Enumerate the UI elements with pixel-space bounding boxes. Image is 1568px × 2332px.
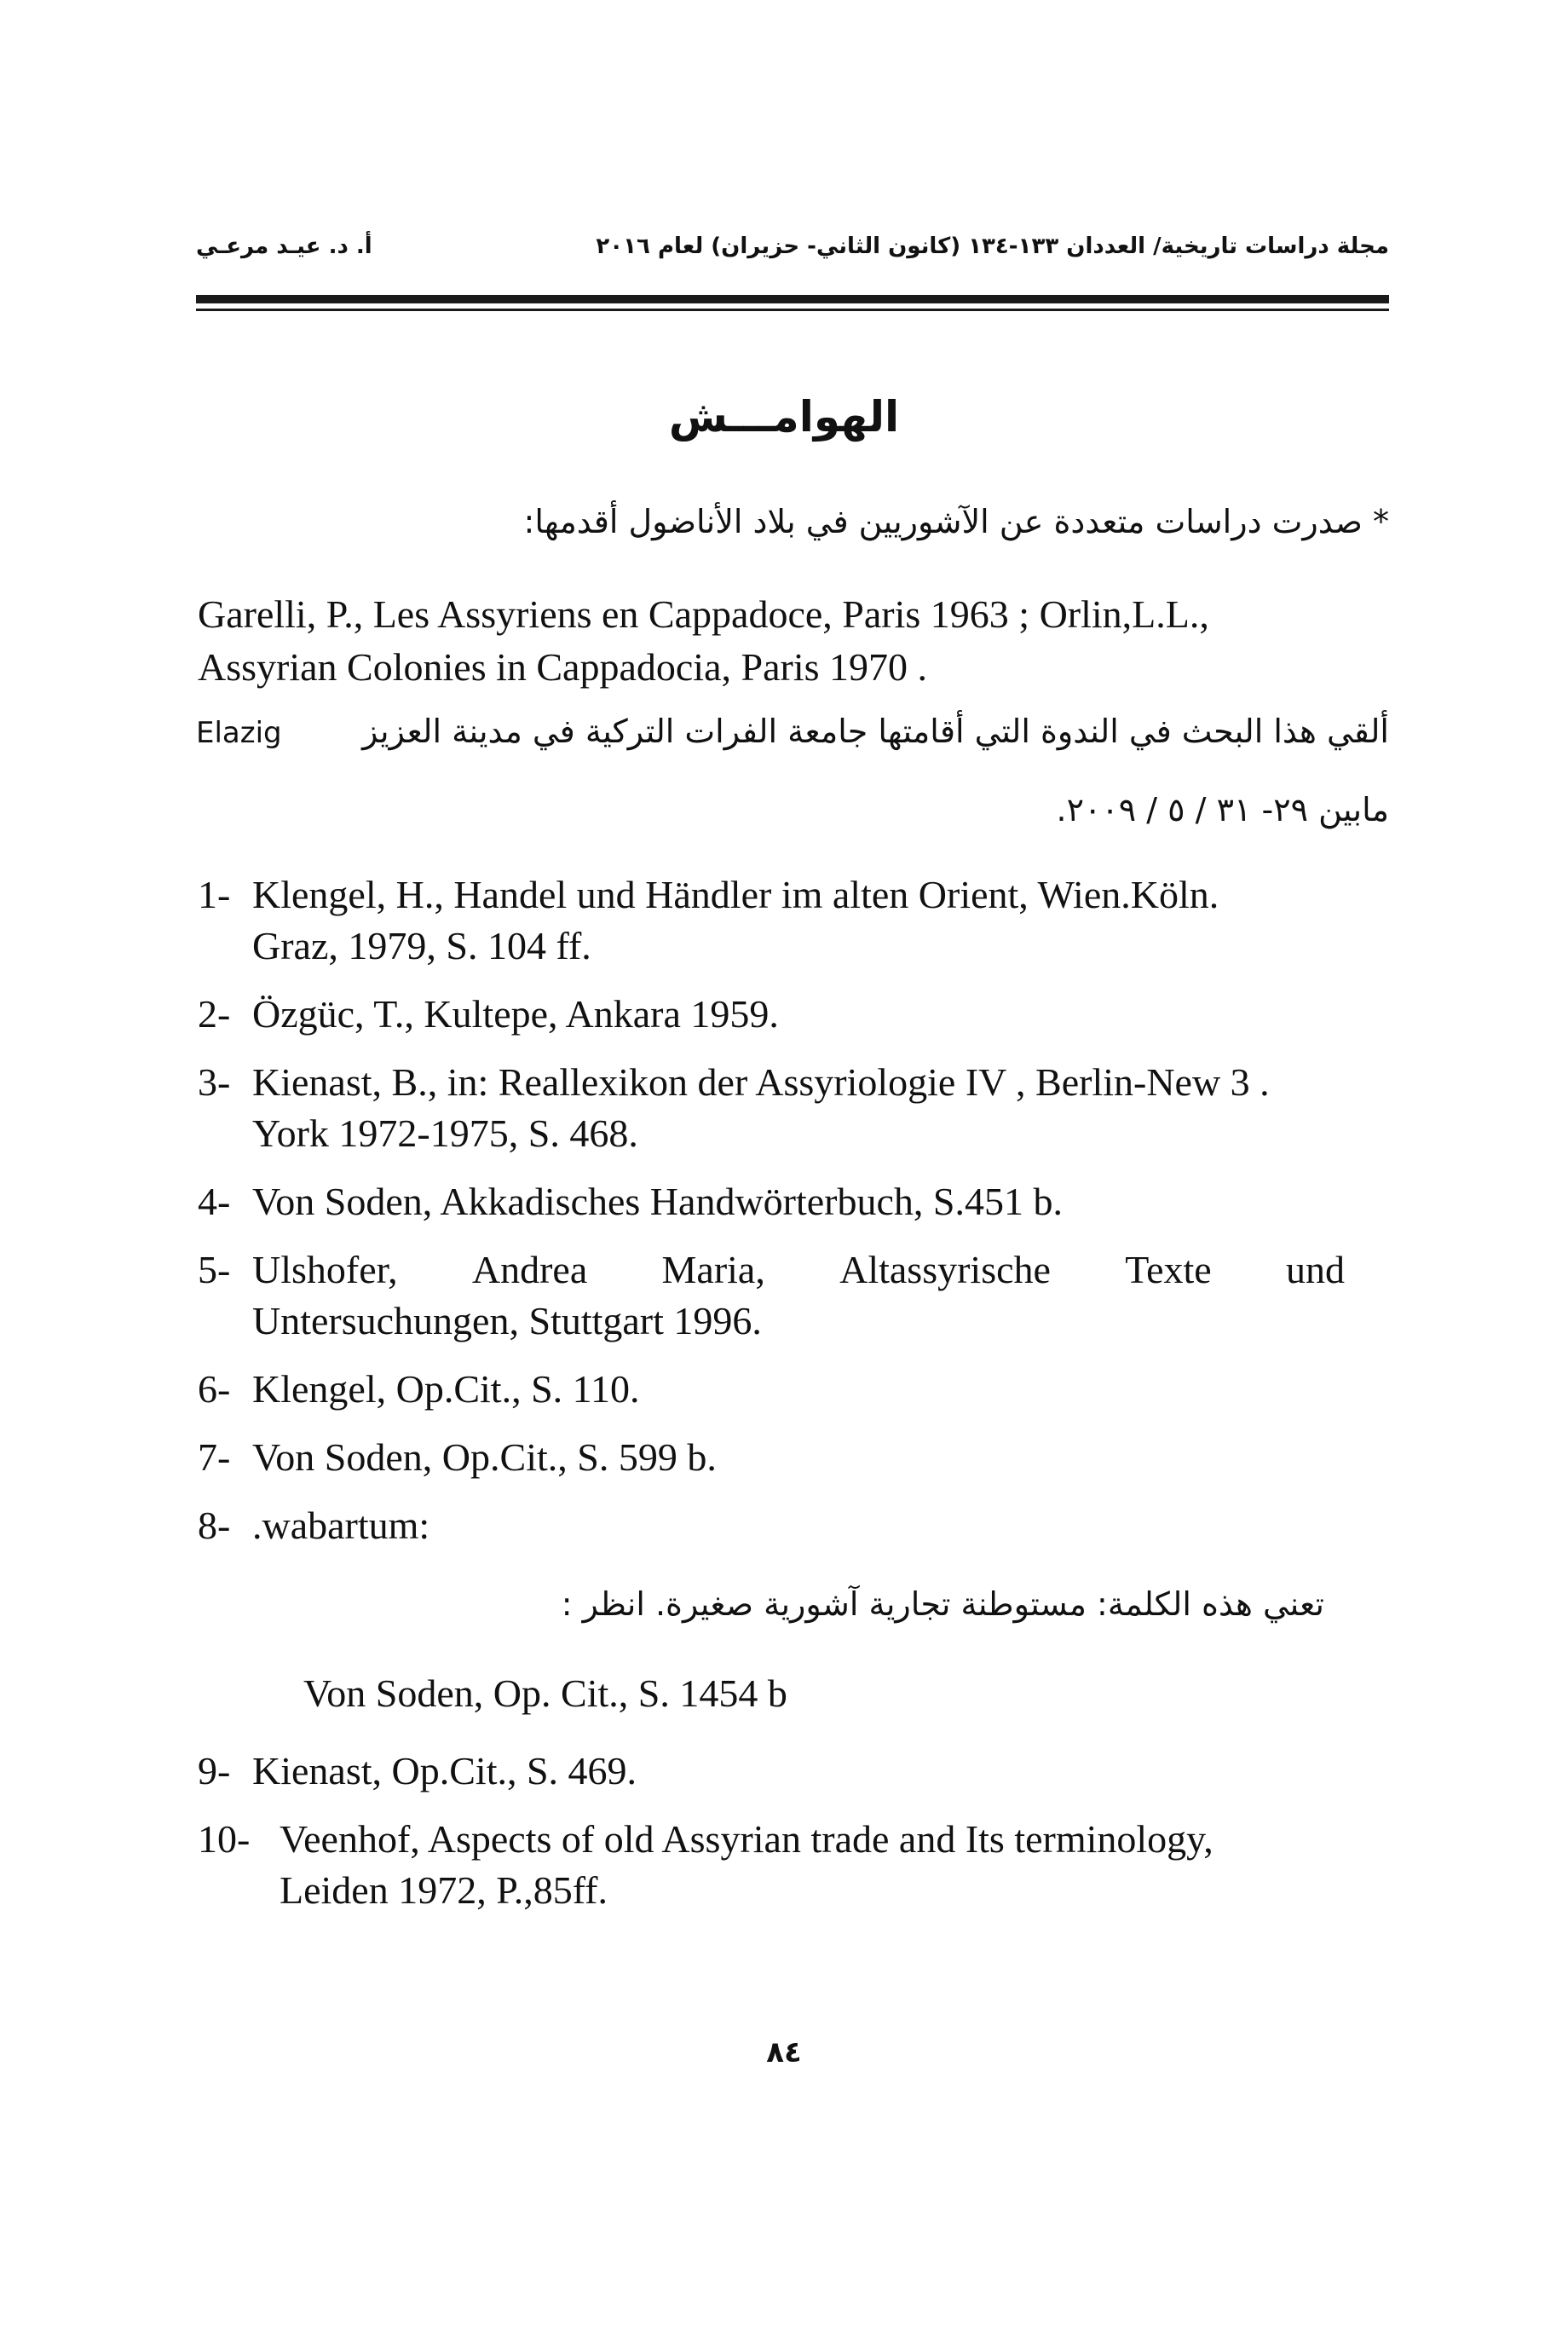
reference-item [198, 1500, 1399, 1551]
reference-number: 10- [198, 1817, 251, 1861]
journal-title: مجلة دراسات تاريخية/ العددان ١٣٣-١٣٤ (كانون الثاني- حزيران) لعام ٢٠١٦ [596, 234, 1389, 259]
reference-item [198, 869, 1399, 972]
word: Altassyrische [839, 1248, 1051, 1291]
reference-item [198, 1432, 1399, 1483]
word: und [1285, 1248, 1345, 1291]
reference-number: 9- [198, 1749, 231, 1792]
word: Andrea [471, 1248, 588, 1291]
reference-line: Veenhof, Aspects of old Assyrian trade and Its terminology, [280, 1817, 1213, 1861]
section-title: الهوامـــش [668, 392, 900, 442]
page-number: ٨٤ [766, 2035, 802, 2069]
word: Maria, [661, 1248, 765, 1291]
reference-line: Özgüc, T., Kultepe, Ankara 1959. [252, 992, 779, 1036]
reference-number: 5- [198, 1248, 231, 1291]
reference-line: Leiden 1972, P.,85ff. [280, 1868, 608, 1912]
garelli-line: Assyrian Colonies in Cappadocia, Paris 1970 . [198, 645, 928, 689]
garelli-line: Garelli, P., Les Assyriens en Cappadoce, Paris 1963 ; Orlin,L.L., [198, 592, 1209, 636]
references-list-continued [198, 1746, 1399, 1933]
reference-item [198, 989, 1399, 1040]
reference-number: 7- [198, 1435, 231, 1479]
reference-line: Klengel, Op.Cit., S. 110. [252, 1367, 640, 1411]
header-rule-thin [196, 309, 1389, 311]
reference-item [198, 1364, 1399, 1415]
lecture-text: ألقي هذا البحث في الندوة التي أقامتها جامعة الفرات التركية في مدينة العزيز [362, 713, 1389, 750]
reference-line: .wabartum: [252, 1504, 430, 1547]
reference-line: Klengel, H., Handel und Händler im alten Orient, Wien.Köln. [252, 873, 1219, 916]
reference-item [198, 1244, 1399, 1347]
reference-number: 4- [198, 1180, 231, 1223]
reference-number: 6- [198, 1367, 231, 1411]
reference-line: Graz, 1979, S. 104 ff. [252, 924, 591, 967]
reference-item [198, 1814, 1399, 1916]
author-name: أ. د. عيـد مرعـي [196, 234, 372, 259]
references-list [198, 869, 1399, 1568]
ref8-source: Von Soden, Op. Cit., S. 1454 b [303, 1671, 787, 1715]
reference-item [198, 1176, 1399, 1227]
star-note: * صدرت دراسات متعددة عن الآشوريين في بلاد الأناضول أقدمها: [523, 503, 1389, 540]
lecture-note [196, 713, 1389, 764]
word: Ulshofer, [252, 1248, 398, 1291]
running-header [196, 234, 1389, 285]
garelli-citation [198, 588, 1209, 694]
ref8-meaning: تعني هذه الكلمة: مستوطنة تجارية آشورية صغيرة. انظر : [561, 1585, 1324, 1623]
word: Texte [1125, 1248, 1212, 1291]
reference-line: Untersuchungen, Stuttgart 1996. [252, 1299, 762, 1342]
reference-line: York 1972-1975, S. 468. [252, 1111, 638, 1155]
reference-number: 3- [198, 1060, 231, 1104]
reference-line: Von Soden, Akkadisches Handwörterbuch, S.451 b. [252, 1180, 1063, 1223]
reference-item [198, 1057, 1399, 1159]
reference-number: 2- [198, 992, 231, 1036]
reference-line: Kienast, B., in: Reallexikon der Assyriologie IV , Berlin-New 3 . [252, 1060, 1270, 1104]
reference-line: Von Soden, Op.Cit., S. 599 b. [252, 1435, 717, 1479]
header-rule-thick [196, 295, 1389, 303]
reference-line: Kienast, Op.Cit., S. 469. [252, 1749, 637, 1792]
lecture-city: Elazig [196, 716, 282, 750]
lecture-date: مابين ٢٩- ٣١ / ٥ / ٢٠٠٩. [1056, 791, 1389, 828]
reference-number: 8- [198, 1504, 231, 1547]
justified-line [252, 1244, 1345, 1296]
reference-number: 1- [198, 873, 231, 916]
reference-item [198, 1746, 1399, 1797]
